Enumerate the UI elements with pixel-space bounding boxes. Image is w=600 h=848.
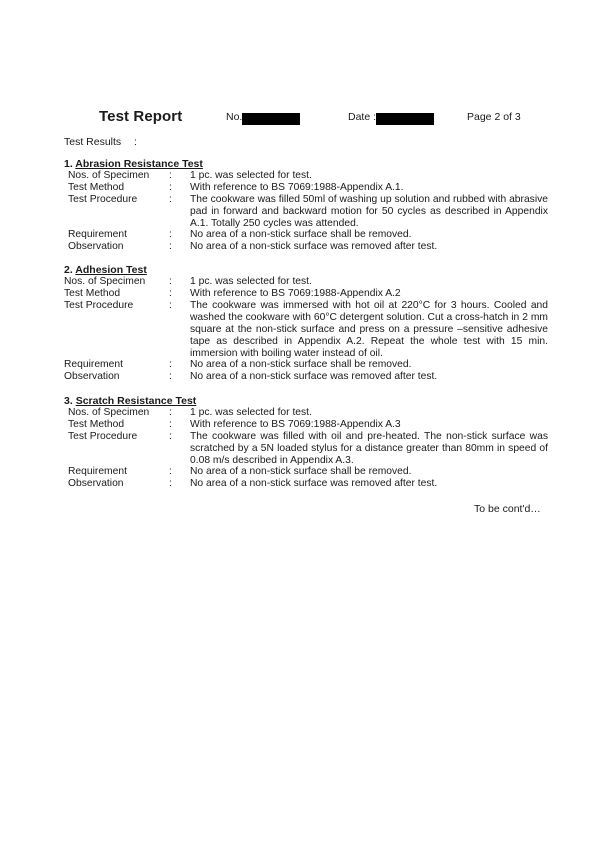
row-colon: :: [169, 359, 172, 370]
section-number: 3.: [64, 395, 73, 407]
section-title: [64, 395, 196, 407]
row-value: The cookware was immersed with hot oil at 220°C for 3 hours. Cooled and washed the cookware with 60°C detergent solution. Cut a cross-hatch in 2 mm square at the non-stick surface and press on a pressure –sensitive adhesive tape as described in Appendix A.2. Repeat the whole test with 15 min. immersion with boiling water instead of oil.: [190, 300, 548, 359]
section-name: Scratch Resistance Test: [75, 395, 197, 407]
row-value: No area of a non-stick surface shall be removed.: [190, 466, 412, 477]
row-value: No area of a non-stick surface shall be removed.: [190, 229, 412, 240]
row-label: Test Procedure: [68, 431, 138, 442]
row-label: Nos. of Specimen: [64, 276, 146, 287]
section-title: [64, 158, 203, 170]
row-label: Requirement: [68, 229, 127, 240]
page-number: Page 2 of 3: [467, 111, 521, 123]
row-colon: :: [169, 288, 172, 299]
row-value: No area of a non-stick surface shall be removed.: [190, 359, 412, 370]
row-value: No area of a non-stick surface was removed after test.: [190, 241, 438, 252]
row-value: 1 pc. was selected for test.: [190, 276, 312, 287]
section-number: 1.: [64, 158, 73, 170]
row-label: Nos. of Specimen: [68, 170, 150, 181]
row-colon: :: [169, 419, 172, 430]
row-value: The cookware was filled with oil and pre-heated. The non-stick surface was scratched by a 5N loaded stylus for a distance greater than 80mm in speed of 0.08 m/s described in Appendix A.3.: [190, 431, 548, 466]
row-value: No area of a non-stick surface was removed after test.: [190, 478, 438, 489]
row-value: No area of a non-stick surface was removed after test.: [190, 371, 438, 382]
section-name: Abrasion Resistance Test: [75, 158, 203, 170]
row-colon: :: [169, 466, 172, 477]
report-title: Test Report: [99, 108, 183, 125]
test-results-heading: [64, 136, 137, 148]
row-colon: :: [169, 300, 172, 311]
date-redaction: [376, 113, 434, 125]
row-label: Observation: [68, 478, 124, 489]
row-value: The cookware was filled 50ml of washing up solution and rubbed with abrasive pad in forward and backward motion for 50 cycles as described in Appendix A.1. Totally 250 cycles was attended.: [190, 194, 548, 229]
row-colon: :: [169, 407, 172, 418]
row-label: Test Method: [64, 288, 121, 299]
row-label: Requirement: [68, 466, 127, 477]
test-results-colon: :: [134, 136, 137, 148]
row-colon: :: [169, 241, 172, 252]
row-label: Observation: [68, 241, 124, 252]
row-label: Test Procedure: [68, 194, 138, 205]
section-title: [64, 264, 147, 276]
row-label: Test Method: [68, 182, 125, 193]
row-colon: :: [169, 194, 172, 205]
date-label: Date :: [348, 111, 377, 123]
row-colon: :: [169, 478, 172, 489]
row-label: Observation: [64, 371, 120, 382]
row-value: 1 pc. was selected for test.: [190, 170, 312, 181]
report-number-label: No.: [226, 111, 243, 123]
report-number-redaction: [242, 113, 300, 125]
row-value: With reference to BS 7069:1988-Appendix A.1.: [190, 182, 404, 193]
row-colon: :: [169, 276, 172, 287]
continued-note: To be cont'd…: [474, 503, 541, 515]
section-name: Adhesion Test: [75, 264, 147, 276]
report-header: [0, 108, 600, 128]
row-colon: :: [169, 170, 172, 181]
row-value: With reference to BS 7069:1988-Appendix A.3: [190, 419, 401, 430]
row-label: Test Procedure: [64, 300, 134, 311]
row-value: With reference to BS 7069:1988-Appendix A.2: [190, 288, 401, 299]
row-value: 1 pc. was selected for test.: [190, 407, 312, 418]
row-label: Requirement: [64, 359, 123, 370]
row-label: Test Method: [68, 419, 125, 430]
row-colon: :: [169, 182, 172, 193]
row-label: Nos. of Specimen: [68, 407, 150, 418]
test-results-label: Test Results: [64, 136, 122, 148]
row-colon: :: [169, 371, 172, 382]
row-colon: :: [169, 229, 172, 240]
row-colon: :: [169, 431, 172, 442]
section-number: 2.: [64, 264, 73, 276]
